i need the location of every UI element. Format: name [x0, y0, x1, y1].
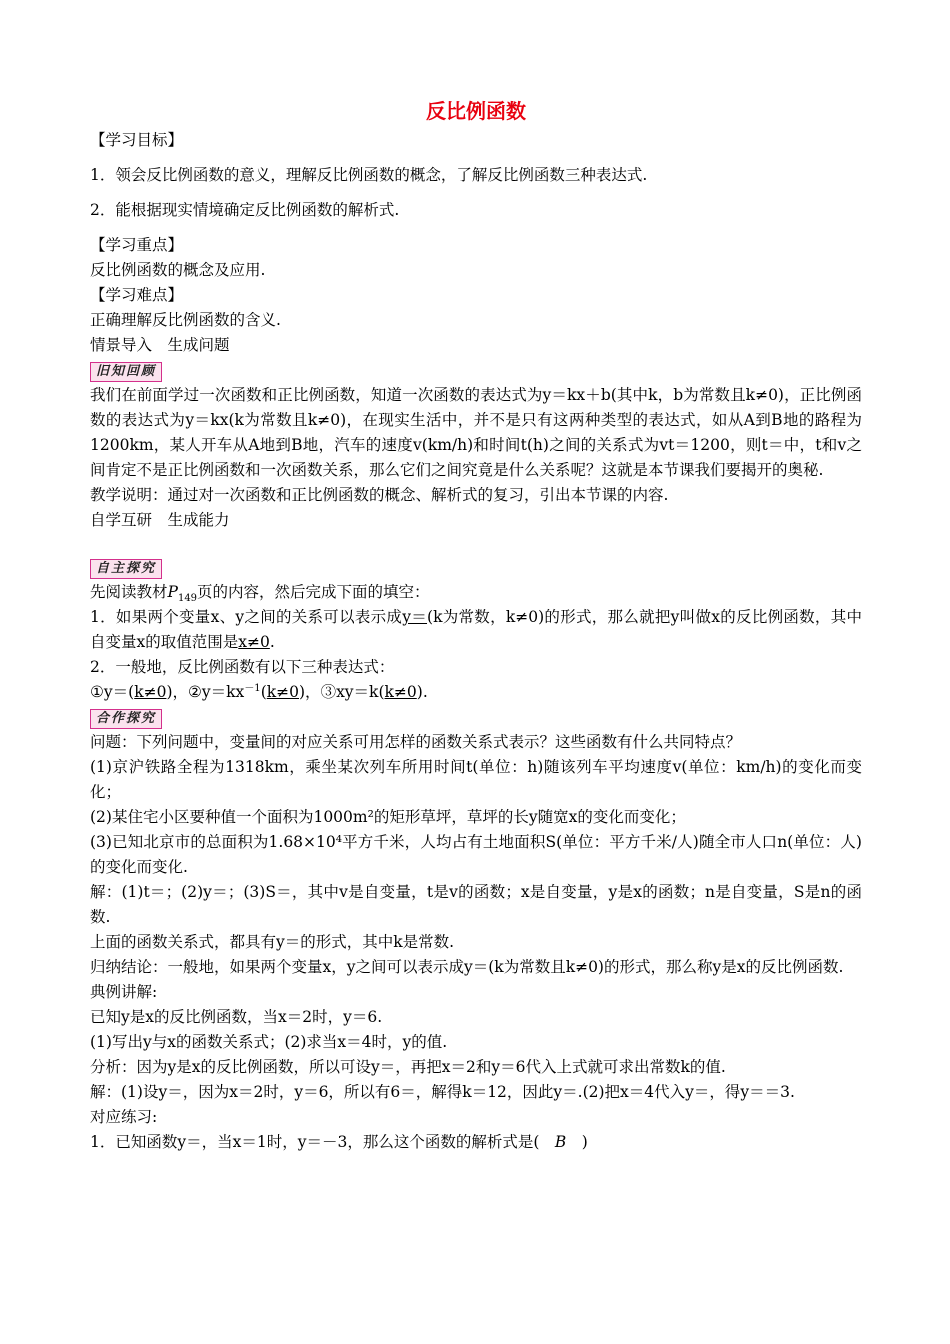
answer-blank: k≠0 — [134, 683, 167, 701]
example-analysis: 分析：因为y是x的反比例函数，所以可设y＝，再把x＝2和y＝6代入上式就可求出常数k的值. — [90, 1058, 726, 1076]
example-solution: 解：(1)设y＝，因为x＝2时，y＝6，所以有6＝，解得k＝12，因此y＝.(2)把x＝4代入y＝，得y＝＝3. — [90, 1083, 795, 1101]
teaching-note: 教学说明：通过对一次函数和正比例函数的概念、解析式的复习，引出本节课的内容. — [90, 486, 669, 504]
conclusion: 归纳结论：一般地，如果两个变量x，y之间可以表示成y＝(k为常数且k≠0)的形式，那么称y是x的反比例函数. — [90, 958, 844, 976]
answer-blank: k≠0 — [384, 683, 417, 701]
example-question: (1)写出y与x的函数关系式；(2)求当x＝4时，y的值. — [90, 1033, 448, 1051]
example-given: 已知y是x的反比例函数，当x＝2时，y＝6. — [90, 1008, 383, 1026]
intro-label: 情景导入 生成问题 — [90, 336, 230, 354]
fill-question-2: 2．一般地，反比例函数有以下三种表达式： — [90, 658, 395, 676]
objectives-heading: 【学习目标】 — [90, 131, 184, 149]
difficulties-heading: 【学习难点】 — [90, 286, 184, 304]
practice-question-1: 1．已知函数y＝，当x＝1时，y＝－3，那么这个函数的解析式是( B ) — [90, 1133, 588, 1151]
key-points-heading: 【学习重点】 — [90, 236, 184, 254]
answer-blank: x≠0 — [238, 633, 270, 651]
self-study-label: 自学互研 生成能力 — [90, 511, 230, 529]
practice-label: 对应练习: — [90, 1108, 158, 1126]
problem-1: (1)京沪铁路全程为1318km，乘坐某次列车所用时间t(单位：h)随该列车平均速度v(单位：km/h)的变化而变化； — [90, 758, 862, 801]
practice-answer: B — [554, 1133, 567, 1151]
difficulties-text: 正确理解反比例函数的含义. — [90, 311, 281, 329]
three-forms: ①y＝(k≠0)，$②y=kx^{-1}(k\ne 0)$，③xy＝k(k≠0). — [90, 682, 428, 701]
cooperation-solution: 解：(1)t＝；(2)y＝；(3)S＝，其中v是自变量，t是v的函数；x是自变量，y是x的函数；n是自变量，S是n的函数. — [90, 883, 862, 926]
objective-item-1: 1．领会反比例函数的意义，理解反比例函数的概念，了解反比例函数三种表达式. — [90, 166, 648, 184]
key-points-text: 反比例函数的概念及应用. — [90, 261, 266, 279]
problem-3: (3)已知北京市的总面积为1.68×10⁴平方千米，人均占有土地面积S(单位：平方千米/人)随全市人口n(单位：人)的变化而变化. — [90, 833, 862, 876]
cooperation-question: 问题：下列问题中，变量间的对应关系可用怎样的函数关系式表示？这些函数有什么共同特点？ — [90, 733, 742, 751]
intro-paragraph: 我们在前面学过一次函数和正比例函数，知道一次函数的表达式为y＝kx＋b(其中k，b为常数且k≠0)，正比例函数的表达式为y＝kx(k为常数且k≠0)，在现实生活中，并不是只有这两种类型的表达式，如从A到B地的路程为1200km，某人开车从A地到B地，汽车的速度v(km/h)和时间t(h)之间的关系式为vt＝1200，则t＝中，t和v之间肯定不是正比例函数和一次函数关系，那么它们之间究竟是什么关系呢？这就是本节课我们要揭开的奥秘. — [90, 386, 862, 479]
cooperation-banner: 合作探究 — [90, 709, 162, 729]
review-banner: 旧知回顾 — [90, 362, 162, 382]
example-label: 典例讲解: — [90, 983, 158, 1001]
objective-item-2: 2．能根据现实情境确定反比例函数的解析式. — [90, 201, 400, 219]
common-form: 上面的函数关系式，都具有y＝的形式，其中k是常数. — [90, 933, 455, 951]
answer-blank: k≠0 — [266, 683, 299, 701]
fill-question-1: 1．如果两个变量x、y之间的关系可以表示成y＝(k为常数，k≠0)的形式，那么就把y叫做x的反比例函数，其中自变量x的取值范围是x≠0. — [90, 608, 862, 651]
problem-2: (2)某住宅小区要种值一个面积为1000m²的矩形草坪，草坪的长y随宽x的变化而变化； — [90, 808, 686, 826]
reading-instruction: 先阅读教材$P_{149}$页的内容，然后完成下面的填空： — [90, 583, 430, 605]
answer-blank: y＝ — [402, 608, 428, 626]
document-title: 反比例函数 — [426, 99, 526, 123]
self-study-banner: 自主探究 — [90, 559, 162, 579]
